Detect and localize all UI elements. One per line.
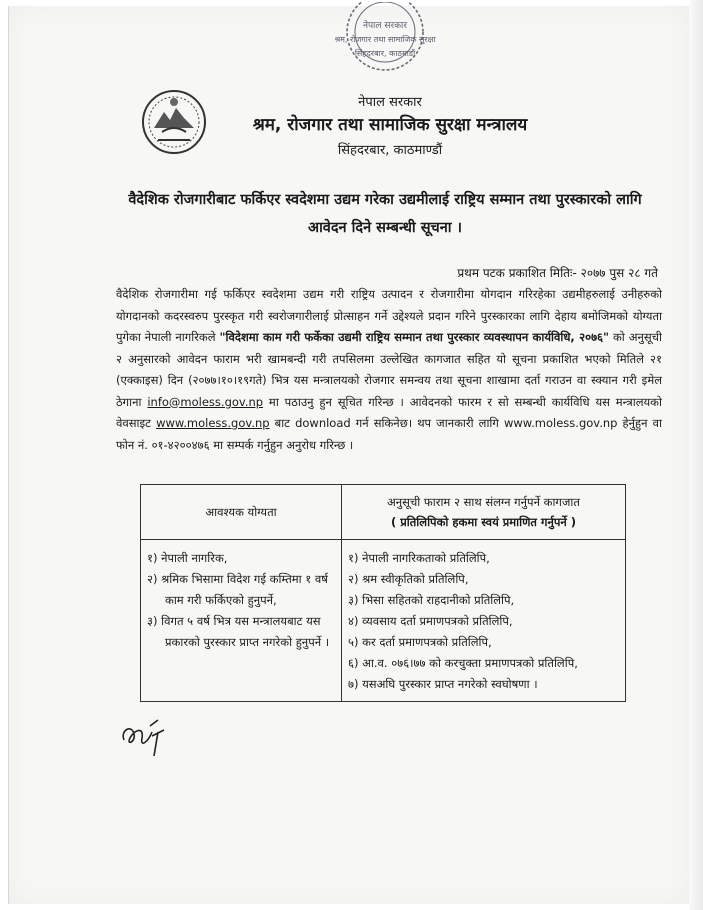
list-item: ५) कर दर्ता प्रमाणपत्रको प्रतिलिपि, <box>348 635 492 649</box>
body-part-3: मा पठाउनु हुन सूचित गरिन्छ । आवेदनको फारम र सो सम्बन्धी कार्यविधि यस मन्त्रालयको वेवसाइट <box>116 394 662 430</box>
list-item: २) श्रमिक भिसामा विदेश गई कम्तिमा १ वर्ष <box>147 572 328 586</box>
header-qualification: आवश्यक योग्यता <box>141 485 342 540</box>
list-item-continuation: प्रकारको पुरस्कार प्राप्त नगरेको हुनुपर्ने । <box>165 635 330 649</box>
body-part-5: हेर्नुहुन वा फोन नं. ०१-४२००४७६ मा सम्पर्क गर्नुहुन अनुरोध गरिन्छ । <box>116 416 662 452</box>
body-part-2: को अनुसूची २ अनुसारको आवेदन फाराम भरी खामबन्दी गरी तपसिलमा उल्लेखित कागजात सहित यो सूचना प्रकाशित भएको मितिले २१ (एक्काइस) दिन (२०७७।१०।१९गते) भित्र यस मन्त्रालयको रोजगार समन्वय तथा सूचना शाखामा दर्ता गराउन वा स्क्यान गरी इमेल ठेगाना <box>116 330 662 409</box>
requirements-table <box>140 484 626 702</box>
list-item: १) नेपाली नागरिकताको प्रतिलिपि, <box>348 551 490 565</box>
header-documents <box>342 485 626 540</box>
email-link[interactable]: info@moless.gov.np <box>147 394 264 409</box>
list-item: ४) व्यवसाय दर्ता प्रमाणपत्रको प्रतिलिपि, <box>348 614 513 628</box>
government-name: नेपाल सरकार <box>358 95 422 110</box>
list-item: ७) यसअघि पुरस्कार प्राप्त नगरेको स्वघोषणा । <box>348 677 538 691</box>
list-item: ३) भिसा सहितको राहदानीको प्रतिलिपि, <box>348 593 515 607</box>
notice-body <box>116 284 662 456</box>
stamp-line-1: नेपाल सरकार <box>362 21 408 31</box>
ministry-name: श्रम, रोजगार तथा सामाजिक सुरक्षा मन्त्रालय <box>252 115 528 135</box>
table-row <box>141 540 626 702</box>
list-item: ३) विगत ५ वर्ष भित्र यस मन्त्रालयबाट यस <box>147 614 321 628</box>
website-link[interactable]: www.moless.gov.np <box>156 416 270 430</box>
header-documents-line-1: अनुसूची फाराम २ साथ संलग्न गर्नुपर्ने कागजात <box>387 495 580 509</box>
published-date: प्रथम पटक प्रकाशित मितिः- २०७७ पुस २८ गते <box>457 266 658 280</box>
procedure-name: "विदेशमा काम गरी फर्केका उद्यमी राष्ट्रिय सम्मान तथा पुरस्कार व्यवस्थापन कार्यविधि, २०७६" <box>219 330 610 344</box>
table-header-row <box>141 485 626 540</box>
list-item: ६) आ.व. ०७६।७७ को करचुक्ता प्रमाणपत्रको प्रतिलिपि, <box>348 656 578 670</box>
official-stamp <box>330 2 440 74</box>
body-part-1: वैदेशिक रोजगारीमा गई फर्किएर स्वदेशमा उद्यम गरी राष्ट्रिय उत्पादन र रोजगारीमा योगदान गरिरहेका उद्यमीहरुलाई उनीहरुको योगदानको कदरस्वरुप पुरस्कृत गरी स्वरोजगारीलाई प्रोत्साहन गर्ने उद्देश्यले प्रदान गरिने पुरस्कारका लागि देहाय बमोजिमको योग्यता पुगेका नेपाली नागरिकले <box>116 287 662 344</box>
stamp-line-2: श्रम, रोजगार तथा सामाजिक सुरक्षा <box>334 35 436 44</box>
list-item: १) नेपाली नागरिक, <box>147 551 228 565</box>
qualification-list <box>141 540 342 702</box>
documents-list <box>342 540 626 702</box>
stamp-line-3: सिंहदरबार, काठमाडौं <box>354 49 416 58</box>
page-edge-shadow <box>689 0 703 910</box>
website-link-2[interactable]: www.moless.gov.np <box>503 416 618 430</box>
body-part-4: बाट download गर्न सकिनेछ। थप जानकारी लागि <box>269 416 504 430</box>
notice-title <box>115 186 655 242</box>
ministry-address: सिंहदरबार, काठमाण्डौं <box>337 143 443 158</box>
list-item: २) श्रम स्वीकृतिको प्रतिलिपि, <box>348 572 469 586</box>
notice-title-line-2: आवेदन दिने सम्बन्धी सूचना । <box>307 220 463 236</box>
list-item-continuation: काम गरी फर्किएको हुनुपर्ने, <box>165 593 277 607</box>
notice-title-line-1: वैदेशिक रोजगारीबाट फर्किएर स्वदेशमा उद्यम गरेका उद्यमीलाई राष्ट्रिय सम्मान तथा पुरस्कारको लागि <box>128 192 642 208</box>
handwritten-signature <box>118 712 178 762</box>
header-documents-line-2: ( प्रतिलिपिको हकमा स्वयं प्रमाणित गर्नुपर्ने ) <box>390 515 577 529</box>
